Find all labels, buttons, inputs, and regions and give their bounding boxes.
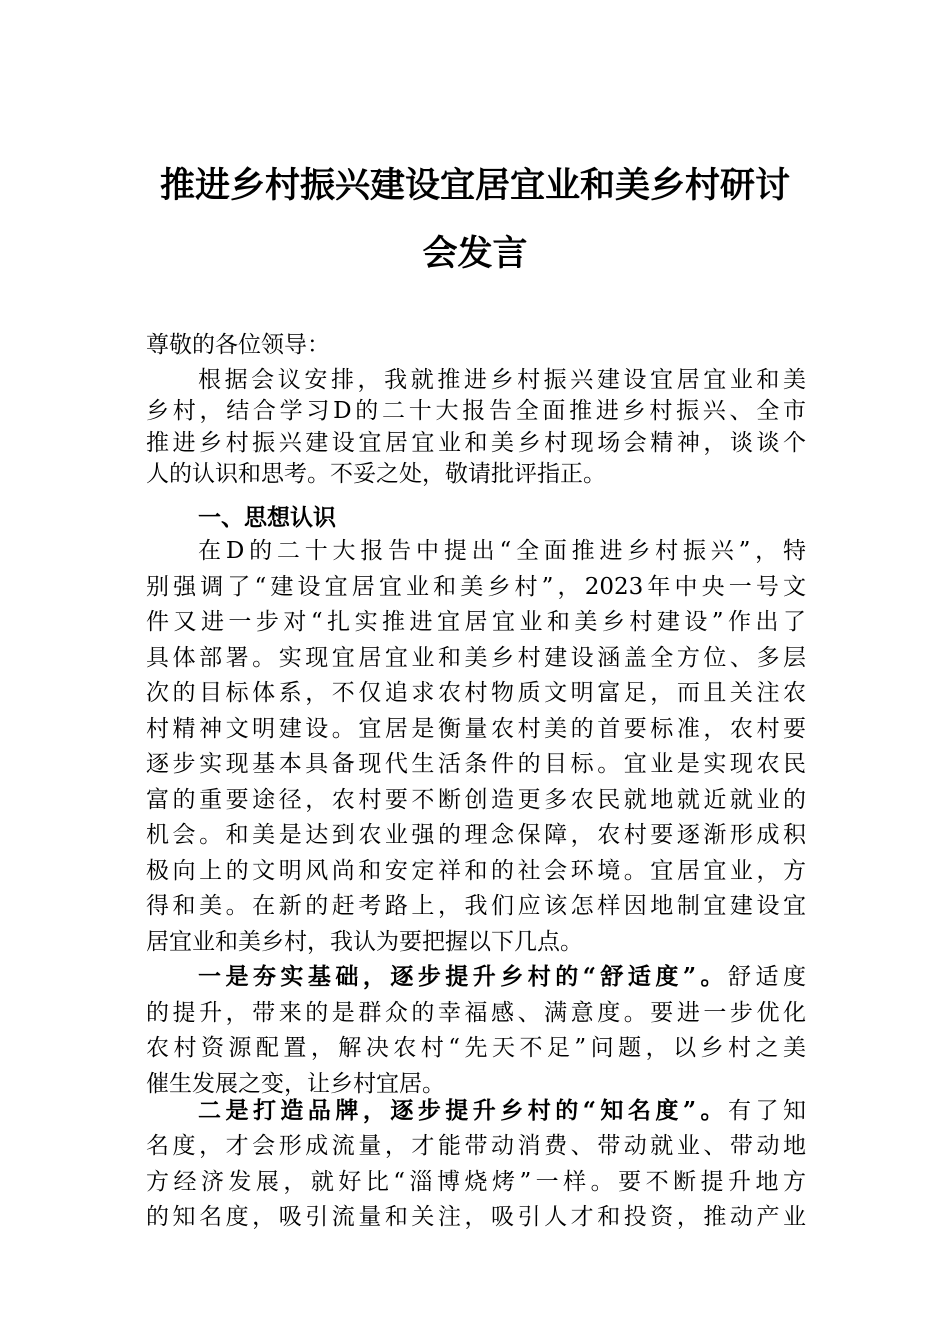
intro-line: 人的认识和思考。不妥之处，敬请批评指正。 (146, 461, 606, 487)
section1-line: 极向上的文明风尚和安定祥和的社会环境。宜居宜业，方 (146, 858, 806, 884)
section1-line: 得和美。在新的赶考路上，我们应该怎样因地制宜建设宜 (146, 893, 806, 919)
document-title-line-2: 会发言 (422, 234, 528, 274)
document-title-line-1: 推进乡村振兴建设宜居宜业和美乡村研讨 (159, 166, 790, 206)
point2-lead-rest: 有了知 (728, 1098, 806, 1124)
section1-line: 村精神文明建设。宜居是衡量农村美的首要标准，农村要 (146, 716, 806, 742)
section1-line: 机会。和美是达到农业强的理念保障，农村要逐渐形成积 (146, 822, 806, 848)
section1-line: 件又进一步对“扎实推进宜居宜业和美乡村建设”作出了 (146, 609, 806, 635)
section1-line: 别强调了“建设宜居宜业和美乡村”，2023年中央一号文 (146, 574, 806, 600)
point1-first-line (198, 962, 806, 992)
section1-line: 富的重要途径，农村要不断创造更多农民就地就近就业的 (146, 787, 806, 813)
section1-line: 在D的二十大报告中提出“全面推进乡村振兴”，特 (198, 538, 806, 564)
section1-line: 具体部署。实现宜居宜业和美乡村建设涵盖全方位、多层 (146, 645, 806, 671)
intro-line: 推进乡村振兴建设宜居宜业和美乡村现场会精神，谈谈个 (146, 430, 806, 456)
intro-line: 根据会议安排，我就推进乡村振兴建设宜居宜业和美 (198, 367, 806, 393)
point1-line: 的提升，带来的是群众的幸福感、满意度。要进一步优化 (146, 1000, 806, 1026)
point2-line: 的知名度，吸引流量和关注，吸引人才和投资，推动产业 (146, 1204, 806, 1230)
salutation: 尊敬的各位领导： (146, 332, 330, 358)
point2-bold-lead: 二是打造品牌，逐步提升乡村的“知名度”。 (198, 1097, 729, 1124)
point2-line: 名度，才会形成流量，才能带动消费、带动就业、带动地 (146, 1133, 806, 1159)
section1-line: 逐步实现基本具备现代生活条件的目标。宜业是实现农民 (146, 751, 806, 777)
point2-line: 方经济发展，就好比“淄博烧烤”一样。要不断提升地方 (146, 1169, 806, 1195)
intro-line: 乡村，结合学习D的二十大报告全面推进乡村振兴、全市 (146, 398, 806, 424)
point1-line: 催生发展之变，让乡村宜居。 (146, 1071, 445, 1097)
document-body (146, 330, 806, 1230)
point1-lead-rest: 舒适度 (728, 964, 806, 990)
point2-first-line (198, 1096, 806, 1126)
point1-bold-lead: 一是夯实基础，逐步提升乡村的“舒适度”。 (198, 963, 729, 990)
section-heading: 一、思想认识 (198, 505, 336, 531)
section1-line: 次的目标体系，不仅追求农村物质文明富足，而且关注农 (146, 680, 806, 706)
point1-line: 农村资源配置，解决农村“先天不足”问题，以乡村之美 (146, 1035, 806, 1061)
section1-line: 居宜业和美乡村，我认为要把握以下几点。 (146, 929, 583, 955)
